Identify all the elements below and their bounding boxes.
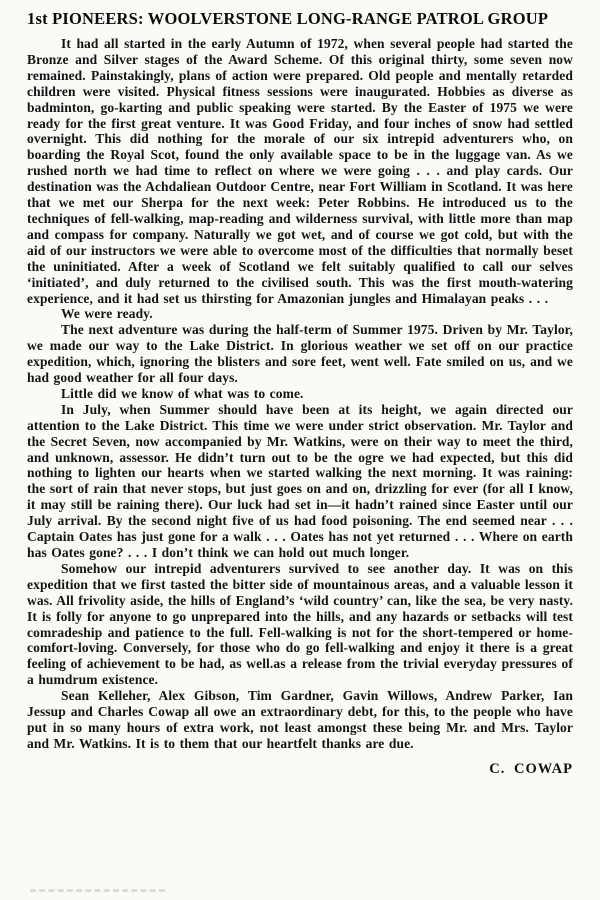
paragraph-we-were-ready: We were ready. — [61, 306, 153, 322]
page-title: 1st PIONEERS: WOOLVERSTONE LONG-RANGE PATROL GROUP — [27, 9, 549, 28]
paragraph-acknowledgements: Sean Kelleher, Alex Gibson, Tim Gardner, Gavin Willows, Andrew Parker, Ian Jessup and Charles Cowap all owe an extraordinary debt, for this, to the people who have put in so many hours of extra work, not least amongst these being Mr. and Mrs. Taylor and Mr. Watkins. It is to them that our heartfelt thanks are due. — [27, 688, 573, 751]
paragraph-next-adventure: The next adventure was during the half-term of Summer 1975. Driven by Mr. Taylor, we made our way to the Lake District. In glorious weather we set off on our practice expedition, which, ignoring the blisters and sore feet, went well. Fate smiled on us, and we had good weather for all four days. — [27, 322, 573, 386]
paragraph-intro: It had all started in the early Autumn of 1972, when several people had started the Bronze and Silver stages of the Award Scheme. Of this original thirty, some seven now remained. Painstakingly, plans of action were prepared. Old people and mentally retarded children were visited. Physical fitness sessions were inaugurated. Hobbies as diverse as badminton, go-karting and public speaking were started. By the Easter of 1975 we were ready for the first great venture. It was Good Friday, and four inches of snow had settled overnight. This did nothing for the morale of our six intrepid adventurers who, on boarding the Royal Scot, found the only available space to be in the luggage van. As we rushed north we had time to reflect on where we were going . . . and play cards. Our destination was the Achdaliean Outdoor Centre, near Fort William in Scotland. It was here that we met our Sherpa for the next week: Peter Robbins. He introduced us to the techniques of fell-walking, map-reading and wilderness survival, with little more than map and compass for company. Naturally we got wet, and of course we got cold, but with the aid of our instructors we were able to overcome most of the difficulties that normally beset the uninitiated. After a week of Scotland we felt suitably qualified to call our selves ‘initiated’, and duly returned to the civilised south. This was the first mouth-watering experience, and it had set us thirsting for Amazonian jungles and Himalayan peaks . . . — [27, 36, 573, 306]
paragraph-july-expedition: In July, when Summer should have been at its height, we again directed our attention to the Lake District. This time we were under strict observation. Mr. Taylor and the Secret Seven, now accompanied by Mr. Watkins, were on their way to meet the third, and unknown, assessor. He didn’t turn out to be the ogre we had expected, but this did nothing to lighten our hearts when we started walking the next morning. It was raining: the sort of rain that never stops, but just goes on and on, drizzling for ever (for all I know, it may still be raining there). Our luck had set in—it hadn’t rained since Easter until our July arrival. By the second night five of us had food poisoning. The end seemed near . . . Captain Oates has just gone for a walk . . . Oates has not yet returned . . . Where on earth has Oates gone? . . . I don’t think we can hold out much longer. — [27, 401, 573, 560]
scan-artifact — [30, 889, 165, 892]
paragraph-lessons-learned: Somehow our intrepid adventurers survived to see another day. It was on this expedition that we first tasted the bitter side of mountainous areas, and a valuable lesson it was. All frivolity aside, the hills of England’s ‘wild country’ can, like the sea, be very nasty. It is folly for anyone to go unprepared into the hills, and any hazards or setbacks will test comradeship and patience to the full. Fell-walking is not for the short-tempered or home-comfort-loving. Conversely, for those who do go fell-walking and enjoy it there is a great feeling of achievement to be had, as well.as a release from the trivial everyday pressures of a humdrum existence. — [27, 560, 573, 688]
paragraph-little-did-we-know: Little did we know of what was to come. — [61, 385, 304, 401]
author-signature: C. COWAP — [489, 760, 573, 777]
